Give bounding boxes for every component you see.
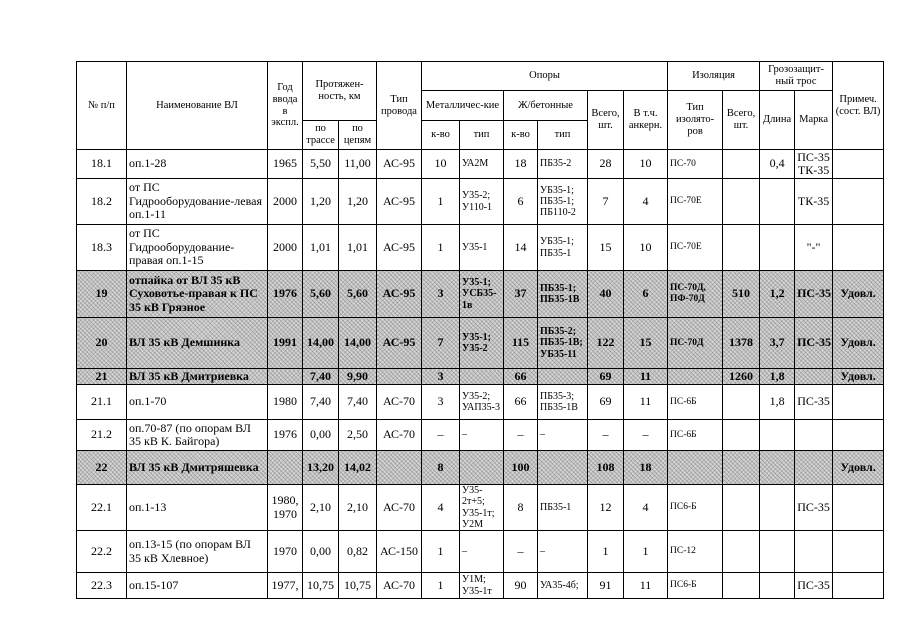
cell-name: ВЛ 35 кВ Дмитряшевка	[127, 451, 268, 485]
cell-concrete-type: УБ35-1; ПБ35-1	[538, 225, 588, 271]
table-row-summary	[77, 318, 884, 369]
cell-num: 20	[77, 318, 127, 369]
cell-metal-count: 8	[422, 451, 460, 485]
cell-ground-length	[760, 531, 795, 573]
cell-length-route: 5,50	[303, 150, 339, 179]
cell-metal-type: У35-2т+5; У35-1т; У2М	[460, 485, 504, 531]
table-row	[77, 150, 884, 179]
cell-anchor-count: 10	[624, 225, 668, 271]
cell-year: 1976	[268, 271, 303, 318]
header-concrete-count: к-во	[504, 121, 538, 150]
cell-ground-mark	[795, 420, 833, 451]
cell-ground-mark: ПС-35 ТК-35	[795, 150, 833, 179]
cell-wire-type: АС-70	[377, 385, 422, 420]
cell-metal-type	[460, 451, 504, 485]
table-row-summary	[77, 271, 884, 318]
header-num: № п/п	[77, 62, 127, 150]
cell-metal-count: –	[422, 420, 460, 451]
cell-metal-count: 10	[422, 150, 460, 179]
cell-year	[268, 369, 303, 385]
table-row	[77, 225, 884, 271]
cell-concrete-type: ПБ35-1	[538, 485, 588, 531]
cell-insulator-total	[723, 225, 760, 271]
cell-year: 1977,	[268, 573, 303, 599]
cell-insulator-total: 1260	[723, 369, 760, 385]
cell-wire-type: АС-70	[377, 485, 422, 531]
cell-length-chain: 9,90	[339, 369, 377, 385]
cell-concrete-count: 8	[504, 485, 538, 531]
cell-wire-type: АС-95	[377, 271, 422, 318]
cell-name: оп.1-13	[127, 485, 268, 531]
cell-insulator-total	[723, 485, 760, 531]
cell-name: оп.70-87 (по опорам ВЛ 35 кВ К. Байгора)	[127, 420, 268, 451]
cell-wire-type: АС-95	[377, 318, 422, 369]
table-row	[77, 531, 884, 573]
cell-supports-total: 122	[588, 318, 624, 369]
cell-anchor-count: 11	[624, 573, 668, 599]
header-metal-count: к-во	[422, 121, 460, 150]
cell-metal-type: У35-1	[460, 225, 504, 271]
cell-concrete-type: –	[538, 531, 588, 573]
cell-num: 21.2	[77, 420, 127, 451]
cell-length-chain: 14,00	[339, 318, 377, 369]
cell-note: Удовл.	[833, 451, 884, 485]
table-row	[77, 420, 884, 451]
cell-length-chain: 14,02	[339, 451, 377, 485]
cell-supports-total: 69	[588, 369, 624, 385]
header-len-route: по трассе	[303, 121, 339, 150]
cell-anchor-count: 11	[624, 385, 668, 420]
cell-insulator-total: 510	[723, 271, 760, 318]
cell-supports-total: 108	[588, 451, 624, 485]
cell-ground-mark: "-"	[795, 225, 833, 271]
header-len-chain: по цепям	[339, 121, 377, 150]
cell-concrete-count: –	[504, 420, 538, 451]
cell-length-chain: 10,75	[339, 573, 377, 599]
cell-metal-count: 3	[422, 385, 460, 420]
header-ins-type: Тип изолято-ров	[668, 91, 723, 150]
cell-metal-type: У1М; У35-1т	[460, 573, 504, 599]
cell-insulator-type: ПС-6Б	[668, 420, 723, 451]
cell-name: оп.15-107	[127, 573, 268, 599]
cell-supports-total: 12	[588, 485, 624, 531]
cell-length-route: 0,00	[303, 531, 339, 573]
cell-concrete-type: ПБ35-2; ПБ35-1В; УБ35-11	[538, 318, 588, 369]
cell-anchor-count: 1	[624, 531, 668, 573]
header-ground-length: Длина	[760, 91, 795, 150]
cell-insulator-total	[723, 179, 760, 225]
header-name: Наименование ВЛ	[127, 62, 268, 150]
cell-insulator-type: ПС-70	[668, 150, 723, 179]
cell-anchor-count: –	[624, 420, 668, 451]
cell-note: Удовл.	[833, 369, 884, 385]
cell-length-route: 13,20	[303, 451, 339, 485]
cell-name: оп.1-70	[127, 385, 268, 420]
cell-concrete-count: 115	[504, 318, 538, 369]
header-supports: Опоры	[422, 62, 668, 91]
cell-note	[833, 385, 884, 420]
cell-length-route: 0,00	[303, 420, 339, 451]
cell-ground-length	[760, 485, 795, 531]
cell-metal-type: У35-2; У110-1	[460, 179, 504, 225]
cell-insulator-total	[723, 385, 760, 420]
power-lines-table	[76, 61, 884, 599]
header-year: Год ввода в экспл.	[268, 62, 303, 150]
cell-supports-total: 40	[588, 271, 624, 318]
cell-supports-total: 91	[588, 573, 624, 599]
cell-metal-type: –	[460, 420, 504, 451]
cell-year: 1991	[268, 318, 303, 369]
cell-length-chain: 2,50	[339, 420, 377, 451]
header-concrete: Ж/бетонные	[504, 91, 588, 121]
table-row	[77, 485, 884, 531]
cell-note	[833, 420, 884, 451]
cell-anchor-count: 4	[624, 179, 668, 225]
cell-year: 1980, 1970	[268, 485, 303, 531]
cell-ground-mark	[795, 531, 833, 573]
cell-ground-mark: ТК-35	[795, 179, 833, 225]
table-header	[77, 62, 884, 150]
cell-insulator-total	[723, 573, 760, 599]
cell-anchor-count: 11	[624, 369, 668, 385]
cell-length-route: 2,10	[303, 485, 339, 531]
cell-insulator-type	[668, 369, 723, 385]
cell-metal-count: 3	[422, 271, 460, 318]
header-anchor: В т.ч. анкерн.	[624, 91, 668, 150]
cell-note: Удовл.	[833, 271, 884, 318]
cell-name: отпайка от ВЛ 35 кВ Суховотье-правая к ПС 35 кВ Грязное	[127, 271, 268, 318]
table-row-summary	[77, 369, 884, 385]
cell-ground-mark: ПС-35	[795, 485, 833, 531]
cell-note	[833, 225, 884, 271]
header-ground-wire: Грозозащит-ный трос	[760, 62, 833, 91]
cell-note: Удовл.	[833, 318, 884, 369]
cell-metal-type	[460, 369, 504, 385]
cell-concrete-count: –	[504, 531, 538, 573]
cell-supports-total: 15	[588, 225, 624, 271]
header-total: Всего, шт.	[588, 91, 624, 150]
header-metal: Металличес-кие	[422, 91, 504, 121]
cell-concrete-type: ПБ35-1; ПБ35-1В	[538, 271, 588, 318]
cell-concrete-type: УБ35-1; ПБ35-1; ПБ110-2	[538, 179, 588, 225]
cell-wire-type: АС-95	[377, 150, 422, 179]
cell-name: оп.1-28	[127, 150, 268, 179]
header-metal-type: тип	[460, 121, 504, 150]
cell-length-chain: 11,00	[339, 150, 377, 179]
cell-wire-type: АС-150	[377, 531, 422, 573]
cell-anchor-count: 15	[624, 318, 668, 369]
cell-length-route: 10,75	[303, 573, 339, 599]
document-sheet	[76, 61, 884, 599]
header-length: Протяжен-ность, км	[303, 62, 377, 121]
cell-metal-count: 1	[422, 573, 460, 599]
header-ground-mark: Марка	[795, 91, 833, 150]
cell-concrete-count: 66	[504, 385, 538, 420]
cell-supports-total: 1	[588, 531, 624, 573]
cell-concrete-count: 18	[504, 150, 538, 179]
cell-ground-mark: ПС-35	[795, 385, 833, 420]
cell-concrete-type: ПБ35-2	[538, 150, 588, 179]
cell-insulator-total: 1378	[723, 318, 760, 369]
cell-wire-type	[377, 451, 422, 485]
header-concrete-type: тип	[538, 121, 588, 150]
cell-ground-length: 1,8	[760, 385, 795, 420]
cell-length-route: 1,20	[303, 179, 339, 225]
cell-insulator-type: ПС6-Б	[668, 573, 723, 599]
cell-year: 1965	[268, 150, 303, 179]
cell-ground-length	[760, 179, 795, 225]
cell-metal-count: 3	[422, 369, 460, 385]
cell-metal-count: 1	[422, 225, 460, 271]
cell-ground-mark	[795, 369, 833, 385]
table-row	[77, 179, 884, 225]
cell-concrete-count: 100	[504, 451, 538, 485]
cell-anchor-count: 6	[624, 271, 668, 318]
cell-ground-length: 3,7	[760, 318, 795, 369]
cell-length-chain: 1,01	[339, 225, 377, 271]
cell-length-route: 5,60	[303, 271, 339, 318]
cell-concrete-count: 66	[504, 369, 538, 385]
cell-num: 21	[77, 369, 127, 385]
cell-wire-type: АС-70	[377, 420, 422, 451]
cell-note	[833, 573, 884, 599]
cell-wire-type	[377, 369, 422, 385]
cell-insulator-total	[723, 531, 760, 573]
cell-anchor-count: 10	[624, 150, 668, 179]
cell-note	[833, 179, 884, 225]
cell-insulator-type: ПС-70Д	[668, 318, 723, 369]
table-row-summary	[77, 451, 884, 485]
cell-year: 2000	[268, 179, 303, 225]
cell-insulator-total	[723, 451, 760, 485]
cell-concrete-type: –	[538, 420, 588, 451]
header-insulation: Изоляция	[668, 62, 760, 91]
table-row	[77, 573, 884, 599]
table-row	[77, 385, 884, 420]
cell-insulator-total	[723, 150, 760, 179]
cell-metal-type: У35-2; УАП35-3	[460, 385, 504, 420]
cell-note	[833, 485, 884, 531]
cell-name: от ПС Гидрооборудование-правая оп.1-15	[127, 225, 268, 271]
cell-metal-type: –	[460, 531, 504, 573]
cell-length-chain: 5,60	[339, 271, 377, 318]
cell-length-route: 1,01	[303, 225, 339, 271]
cell-insulator-type: ПС-12	[668, 531, 723, 573]
cell-year: 2000	[268, 225, 303, 271]
cell-ground-length: 0,4	[760, 150, 795, 179]
cell-year: 1980	[268, 385, 303, 420]
cell-supports-total: 69	[588, 385, 624, 420]
cell-ground-length: 1,8	[760, 369, 795, 385]
cell-ground-mark: ПС-35	[795, 318, 833, 369]
cell-insulator-type	[668, 451, 723, 485]
cell-ground-mark	[795, 451, 833, 485]
cell-name: ВЛ 35 кВ Демшинка	[127, 318, 268, 369]
cell-year	[268, 451, 303, 485]
cell-length-route: 7,40	[303, 385, 339, 420]
table-body	[77, 150, 884, 599]
cell-wire-type: АС-70	[377, 573, 422, 599]
cell-wire-type: АС-95	[377, 225, 422, 271]
cell-length-route: 14,00	[303, 318, 339, 369]
cell-concrete-count: 6	[504, 179, 538, 225]
cell-ground-length: 1,2	[760, 271, 795, 318]
cell-year: 1976	[268, 420, 303, 451]
cell-length-chain: 7,40	[339, 385, 377, 420]
cell-insulator-type: ПС-6Б	[668, 385, 723, 420]
cell-length-chain: 2,10	[339, 485, 377, 531]
cell-supports-total: 28	[588, 150, 624, 179]
cell-year: 1970	[268, 531, 303, 573]
cell-metal-count: 1	[422, 531, 460, 573]
cell-supports-total: 7	[588, 179, 624, 225]
cell-num: 22.2	[77, 531, 127, 573]
cell-ground-length	[760, 573, 795, 599]
cell-length-chain: 0,82	[339, 531, 377, 573]
header-wire: Тип провода	[377, 62, 422, 150]
cell-concrete-type: ПБ35-3; ПБ35-1В	[538, 385, 588, 420]
cell-num: 22.3	[77, 573, 127, 599]
cell-insulator-type: ПС6-Б	[668, 485, 723, 531]
cell-concrete-count: 37	[504, 271, 538, 318]
cell-wire-type: АС-95	[377, 179, 422, 225]
cell-ground-mark: ПС-35	[795, 271, 833, 318]
cell-ground-mark: ПС-35	[795, 573, 833, 599]
cell-num: 19	[77, 271, 127, 318]
cell-insulator-total	[723, 420, 760, 451]
cell-insulator-type: ПС-70Е	[668, 225, 723, 271]
cell-length-chain: 1,20	[339, 179, 377, 225]
cell-name: от ПС Гидрооборудование-левая оп.1-11	[127, 179, 268, 225]
cell-metal-type: У35-1; У35-2	[460, 318, 504, 369]
cell-concrete-count: 90	[504, 573, 538, 599]
cell-metal-count: 4	[422, 485, 460, 531]
cell-ground-length	[760, 225, 795, 271]
header-note: Примеч. (сост. ВЛ)	[833, 62, 884, 150]
cell-note	[833, 150, 884, 179]
cell-num: 22	[77, 451, 127, 485]
cell-metal-type: У35-1; УСБ35-1в	[460, 271, 504, 318]
cell-num: 18.2	[77, 179, 127, 225]
cell-anchor-count: 4	[624, 485, 668, 531]
cell-metal-count: 1	[422, 179, 460, 225]
cell-concrete-type	[538, 451, 588, 485]
cell-insulator-type: ПС-70Д, ПФ-70Д	[668, 271, 723, 318]
cell-note	[833, 531, 884, 573]
cell-num: 18.3	[77, 225, 127, 271]
cell-length-route: 7,40	[303, 369, 339, 385]
cell-concrete-type: УА35-4б;	[538, 573, 588, 599]
cell-supports-total: –	[588, 420, 624, 451]
cell-concrete-type	[538, 369, 588, 385]
cell-num: 18.1	[77, 150, 127, 179]
cell-num: 21.1	[77, 385, 127, 420]
cell-insulator-type: ПС-70Е	[668, 179, 723, 225]
cell-metal-count: 7	[422, 318, 460, 369]
cell-num: 22.1	[77, 485, 127, 531]
cell-concrete-count: 14	[504, 225, 538, 271]
cell-metal-type: УА2М	[460, 150, 504, 179]
cell-ground-length	[760, 420, 795, 451]
header-ins-total: Всего, шт.	[723, 91, 760, 150]
cell-ground-length	[760, 451, 795, 485]
cell-name: оп.13-15 (по опорам ВЛ 35 кВ Хлевное)	[127, 531, 268, 573]
cell-anchor-count: 18	[624, 451, 668, 485]
cell-name: ВЛ 35 кВ Дмитриевка	[127, 369, 268, 385]
